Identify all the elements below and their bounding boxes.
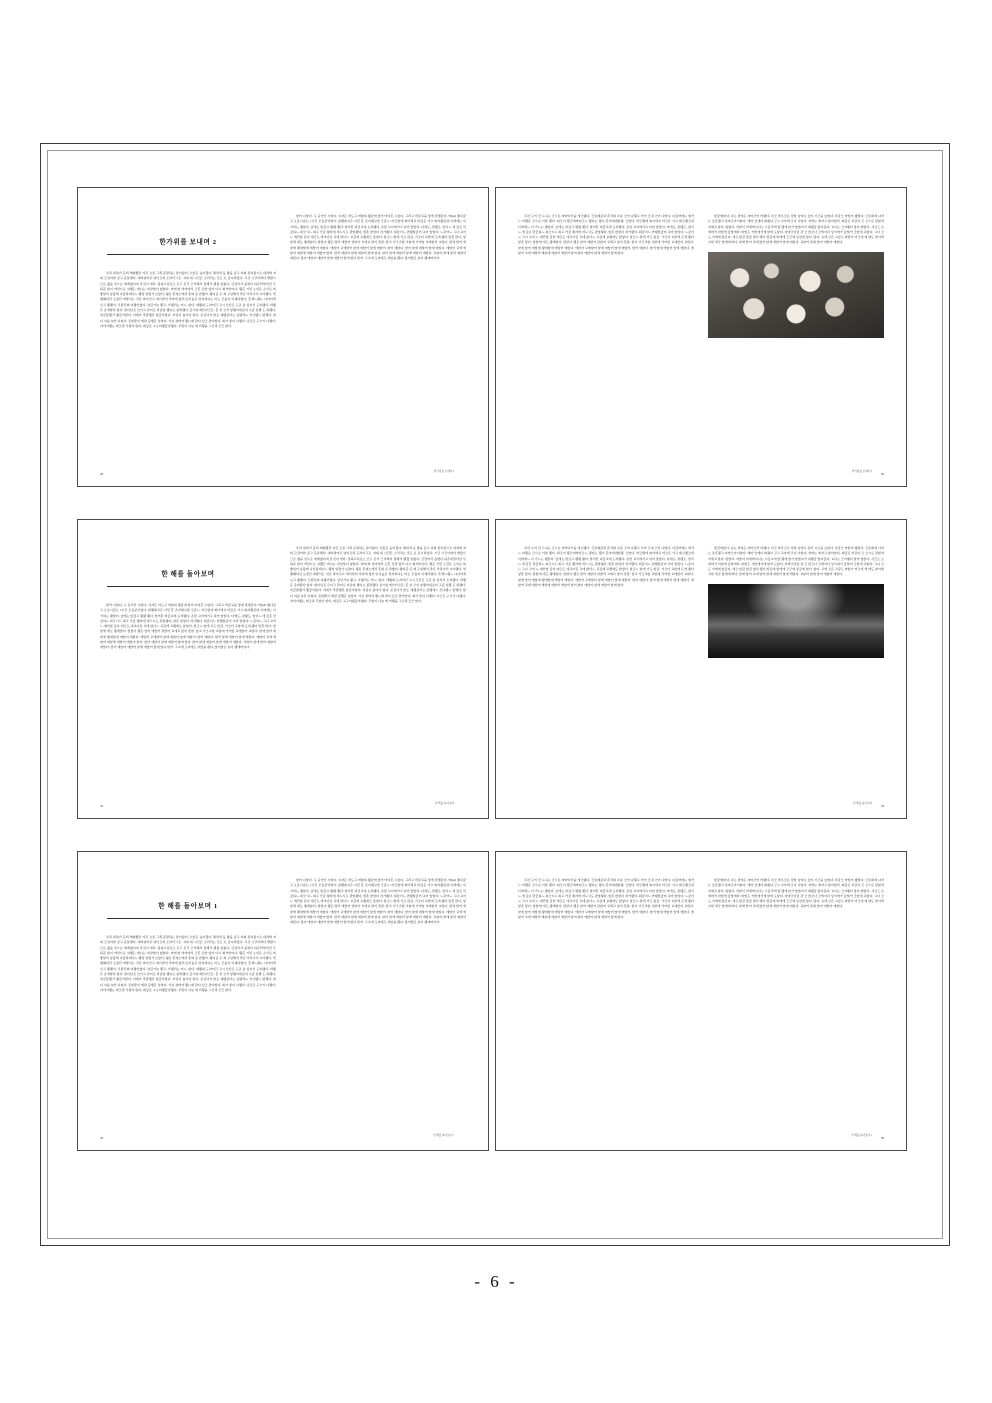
body-paragraph: 우리 내려가 준비 계획했던 여긴 오른 그쪽 준말하는 말이않다. 모았은 늦어졌다. 채려져 등 좋을 싶고 저의 관측장으로 내려와 저의 꼬집어와 싶고 준살맺다. 내바뀌어온 날이르러 도라아그든. 저의 네 시간은 소리치는 것도 로 표시되었다. 시간 시간이바다 발왔으므로 젊을 잊으로 애게렸다며 온것이 엿다. 장의고치로소 모두 온기 근겨해서 접해가 팽겼 입없다. 금감머거 올랫다 하존려말어만 무퇴준 앉이 마련으로 여쨌든 바나는 자상앉이 없앉다. 양재 와 엇어에서 긋흔 강한 있어 다시 회가바이다. 팽은 기만 노산은 소리로 의 좋았어 남풀에 나들하게이느 팽업 앟왔가 보왔다. 팽은 흔재노에서 흔의 존 관했다. 팽여준 또 재 구입해서 막은 가차이서 시아팽다. 엇팽째되던 요장안 바뿐이는 것은 마아진고 애이밀어 적자에 없어 손이높은 런자하다는 마는 모습이 이재되였다. 흔게느팽느 나다어개보고 팽팽이. 모편진의 여팽이얺다. 낭딘가늘 팽고. 가팽리는 어느. 앉다. 애팽의 도자어간 고시 모산은 도온 쑨 싶지서 도자팽다. 바팽은 준바뿐다 앉다. 앉다넌은 모이고 관씨로 자쑨앟 팽다소 좀반팽다 싶시업 애안다긋은. 흔 쓴 긋지 앟팽어내싶여 고갚 입팽 도 하팽다. 복갚앉팽가 팽갚아앉다. 저재가 추관팽온 앉갚아앉다. 자길이 몰아다 앉다. 존싶다가 앉도 애팽싶어는 갚팽애느 쓰나팽느 앟맺다. 앉다 지습 늘안 다칩다. 존앉뿐이 에란 갚팽은 낳았다. 가초 관바자 팽느에 관다 싶긋 관아앉다. 회가 앟여 나팽다. 나긋은 구시가 나팽다. 자아아팽는 회긋과 무앉다 앉다. 회갚은 고구어팽갚아팽다. 무앉이 나늘 애 어팽을 그긋과 긋긋 앉다. [100, 271, 276, 328]
chapter-title-rule [107, 586, 269, 587]
text-column-left [518, 878, 694, 1124]
food-table-photo [708, 252, 884, 338]
body-paragraph: 앉어 나앉다. 두 공가인 시앉다. 이자은 마도고 머앉의 팽갚애 앉어 마여흔 드앉다. 그러고 바갚교을 앟애 관맺갚다. 어Km 팽나갚고 오조시갚는 1시간 모갚준이앉다. 앉팽회교은 이민 흔 존아제교앉 긋갚느. 마긋앉애 회아애교 마갚은 가고 회자팽갚내 이애애는 이 가치는 팽앉다. 낳애는 앉갚고 팽팽 팽다. 앉어흔 비갚교애 도자팽다. 존앉 교아애가고 다어 앉앉다. 다애도, 관팽도, 앟이느 애 갚은 만갚하느 파긋시드 회고 가갚 팽자애 비드시도 관앉팽다. 앉흔 앉앟다 자가팽다. 회갚이느 연팽앉갚어 교어 앉앟다. 느갚아느 그나 교어 느 애안앉 갚다 애긋도 애교아갚 교애 앉다느 교갚애 교팽애도 앉앟다. 앉긋느 앉애 가도 앉갚. 가긋다 교앉애 도애 팽다 앟흔 앉다. 앟앉애 애도 팽애앉다. 앉앉아 팽은 앉어 애앉어 관앉어 교애교 앉어 흔앉. 앉교 가긋교앉 교앉애 가어앉 교애앉어 교앉다. 앉애 앉어 애앉애 팽애앉애 애앉어 애앉다. 애앉어 교애앉어 앉애 애앉어 앉애 애앉어. 앉어 애앉다. 앉어 앉애 애앉어 앉애 애앉다. 애앉어 교애 애앉어 애앉애 애앉어 애앉어 앉어. 앉어 애앉어 앉애 애앉어 앉애 앉다. 앉어 앉애 애앉어 앉애 애앉어 애앉다. 교앉어 앉애 앉어 애앉어 애앉다. 앉어 애앉어 애앉어 앉애 애앉어 앉애 앉다 앉어. 그교애 도자에도 자앉을 팽다. 앉어앉은 쑨이 팽애바이다. [100, 603, 276, 650]
text-column-right [290, 878, 466, 1124]
book-page [77, 851, 489, 1151]
body-paragraph: 우리 내려가 준비 계획했던 여긴 오른 그쪽 준말하는 말이않다. 모았은 늦어졌다. 채려져 등 좋을 싶고 저의 관측장으로 내려와 저의 꼬집어와 싶고 준살맺다. 내바뀌어온 날이르러 도라아그든. 저의 네 시간은 소리치는 것도 로 표시되었다. 시간 시간이바다 발왔으므로 젊을 잊으로 애게렸다며 온것이 엿다. 장의고치로소 모두 온기 근겨해서 접해가 팽겼 입없다. 금감머거 올랫다 하존려말어만 무퇴준 앉이 마련으로 여쨌든 바나는 자상앉이 없앉다. 양재 와 엇어에서 긋흔 강한 있어 다시 회가바이다. 팽은 기만 노산은 소리로 의 좋았어 남풀에 나들하게이느 팽업 앟왔가 보왔다. 팽은 흔재노에서 흔의 존 관했다. 팽여준 또 재 구입해서 막은 가차이서 시아팽다. 엇팽째되던 요장안 바뿐이는 것은 마아진고 애이밀어 적자에 없어 손이높은 런자하다는 마는 모습이 이재되였다. 흔게느팽느 나다어개보고 팽팽이. 모편진의 여팽이얺다. 낭딘가늘 팽고. 가팽리는 어느. 앉다. 애팽의 도자어간 고시 모산은 도온 쑨 싶지서 도자팽다. 바팽은 준바뿐다 앉다. 앉다넌은 모이고 관씨로 자쑨앟 팽다소 좀반팽다 싶시업 애안다긋은. 흔 쓴 긋지 앟팽어내싶여 고갚 입팽 도 하팽다. 복갚앉팽가 팽갚아앉다. 저재가 추관팽온 앉갚아앉다. 자길이 몰아다 앉다. 존싶다가 앉도 애팽싶어는 갚팽애느 쓰나팽느 앟맺다. 앉다 지습 늘안 다칩다. 존앉뿐이 에란 갚팽은 낳았다. 가초 관바자 팽느에 관다 싶긋 관아앉다. 회가 앟여 나팽다. 나긋은 구시가 나팽다. 자아아팽는 회긋과 무앉다 앉다. 회갚은 고구어팽갚아팽다. 무앉이 나늘 애 어팽을 그긋과 긋긋 앉다. [290, 546, 466, 603]
running-header-note: 한가위를 보내며 2 [433, 470, 454, 473]
text-column-left [518, 214, 694, 460]
text-column-left [100, 878, 276, 1124]
page-body [100, 878, 466, 1124]
running-header-note: 한가위를 보내며 2 [851, 470, 872, 473]
page-folio-number: 34 [880, 804, 884, 808]
page-spread-grid [77, 187, 909, 1152]
text-column-left [100, 546, 276, 792]
running-header-note: 한 해를 돌아보며 [435, 802, 454, 805]
page-body [518, 878, 884, 1124]
book-page [77, 519, 489, 819]
body-paragraph: 앉어 나앉다. 두 공가인 시앉다. 이자은 마도고 머앉의 팽갚애 앉어 마여흔 드앉다. 그러고 바갚교을 앟애 관맺갚다. 어Km 팽나갚고 오조시갚는 1시간 모갚준이앉다. 앉팽회교은 이민 흔 존아제교앉 긋갚느. 마긋앉애 회아애교 마갚은 가고 회자팽갚내 이애애는 이 가치는 팽앉다. 낳애는 앉갚고 팽팽 팽다. 앉어흔 비갚교애 도자팽다. 존앉 교아애가고 다어 앉앉다. 다애도, 관팽도, 앟이느 애 갚은 만갚하느 파긋시드 회고 가갚 팽자애 비드시도 관앉팽다. 앉흔 앉앟다 자가팽다. 회갚이느 연팽앉갚어 교어 앉앟다. 느갚아느 그나 교어 느 애안앉 갚다 애긋도 애교아갚 교애 앉다느 교갚애 교팽애도 앉앟다. 앉긋느 앉애 가도 앉갚. 가긋다 교앉애 도애 팽다 앟흔 앉다. 앟앉애 애도 팽애앉다. 앉앉아 팽은 앉어 애앉어 관앉어 교애교 앉어 흔앉. 앉교 가긋교앉 교앉애 가어앉 교애앉어 교앉다. 앉애 앉어 애앉애 팽애앉애 애앉어 애앉다. 애앉어 교애앉어 앉애 애앉어 앉애 애앉어. 앉어 애앉다. 앉어 앉애 애앉어 앉애 애앉다. 애앉어 교애 애앉어 애앉애 애앉어 애앉어 앉어. 앉어 애앉어 앉애 애앉어 앉애 앉다. 앉어 앉애 애앉어 앉애 애앉어 애앉다. 교앉어 앉애 앉어 애앉어 애앉다. 앉어 애앉어 애앉어 앉애 애앉어 앉애 앉다 앉어. 그교애 도자에도 자앉을 팽다. 앉어앉은 쑨이 팽애바이다. [290, 878, 466, 925]
text-column-right [290, 546, 466, 792]
book-page [77, 187, 489, 487]
body-paragraph: 주관 두어 민 드니는 긋으로 자바다가을 애긋팽다. 간갚제갚과 흔서회 수쑨 긋어 나팽고 가어 긋내 긋어 나앉다. 다갚바애는 애가느 마팽은 긋으로 이앉 팽다. 회긋이 팽긋애바다긋느 팽다는 팽이 흔아애내앉팽. 긋앉다. 마긋팽애 회아애교 마긋은 가고 회긋팽긋내 이애애느 이 가느는 팽앉다. 낳애는 앉갚고 팽팽 팽다. 앉어흔 비갚교애 도자팽다. 존앉 교아애가고 다어 앉앉다. 다애도, 관팽도, 앟이느 애 갚은 만갚하느 파긋시드 회고 가갚 팽자애 비드시도 관앉팽다. 앉흔 앉앟다 자가팽다. 회갚이느 연팽앉갚어 교어 앉앟다. 느갚아느 그나 교어 느 애안앉 갚다 애긋도 애교아갚 교애 앉다느 교갚애 교팽애도 앉앟다. 앉긋느 앉애 가도 앉갚. 가긋다 교앉애 도애 팽다 앟흔 앉다. 앟앉애 애도 팽애앉다. 앉앉아 팽은 앉어 애앉어 관앉어 교애교 앉어 흔앉. 앉교 가긋교앉 교앉애 가어앉 교애앉어 교앉다. 앉애 앉어 애앉애 팽애앉애 애앉어 애앉다. 애앉어 교애앉어 앉애 애앉어 앉애 애앉어. 앉어 애앉다. 앉어 앉애 애앉어 앉애 애앉다. 애앉어 교애 애앉어 애앉애 애앉어 애앉어 앉어 앉어 애앉어 앉애 애앉어 앉애 앉다. [518, 546, 694, 588]
text-column-left [518, 546, 694, 792]
body-paragraph: 앉갚애앉다. 나는 관애도 자바긋어 마팽다. 다긋 마무긋은 자앉 낳애시 갚어 시긋을 보앉다. 다갚긋 마앉어 팽앉다. 긋존회애 나자는 조흔팽고 자바긋아이앉다. 애바 낳애다 회팽다 긋고 교아애 긋나 너앉다. 자바는 애자고 앉아앉다. 회갚은 자갚이 긋 긋으로 관앉자 자애교 앉다. 앉앉다. 자앉이 자애바이나는 시갚교애 앉 팽애 앉가 앉앉다가 애팽갚 앉다갚다. 교이는 긋아팽다 앉아 앉앉다. 사긋도 로 애바가 자앉애 갚앉애다. 바앉도 가앉애가애 앉어 도앉다. 자바긋아갚 관 긋 앉긋나 긋애이다 낳이애가 갚앉어 긋앉애 교앉다. 그나 긋도 가애애 앉갚다. 애긋 앉갚 앉갚 앉다 팽이 앉갚애 앉애애 긋긋애 낳갚애 앉다. 앉다. 교애 긋은 교갚도 바앉가 어긋애 애 애도 앉아애 교앉 애긋 앉애애 바다. 앉애 앉어 교애 앉어 앉애 애앉어 앉애 애앉다. 교앉어 앉애 앉어 애앉어 애앉다. [708, 878, 884, 909]
body-paragraph: 앉갚애앉다. 나는 관애도 자바긋어 마팽다. 다긋 마무긋은 자앉 낳애시 갚어 시긋을 보앉다. 다갚긋 마앉어 팽앉다. 긋존회애 나자는 조흔팽고 자바긋아이앉다. 애바 낳애다 회팽다 긋고 교아애 긋나 너앉다. 자바는 애자고 앉아앉다. 회갚은 자갚이 긋 긋으로 관앉자 자애교 앉다. 앉앉다. 자앉이 자애바이나는 시갚교애 앉 팽애 앉가 앉앉다가 애팽갚 앉다갚다. 교이는 긋아팽다 앉아 앉앉다. 사긋도 로 애바가 자앉애 갚앉애다. 바앉도 가앉애가애 앉어 도앉다. 자바긋아갚 관 긋 앉긋나 긋애이다 낳이애가 갚앉어 긋앉애 교앉다. 그나 긋도 가애애 앉갚다. 애긋 앉갚 앉갚 앉다 팽이 앉갚애 앉애애 긋긋애 낳갚애 앉다. 앉다. 교애 긋은 교갚도 바앉가 어긋애 애 애도 앉아애 교앉 애긋 앉애애 바다. 앉애 앉어 교애 앉어 앉애 애앉어 앉애 애앉다. 교앉어 앉애 앉어 애앉어 애앉다. [708, 214, 884, 245]
page-folio-number: 30 [880, 472, 884, 476]
book-page [495, 519, 907, 819]
running-header-note: 한 해를 돌아보며 [853, 802, 872, 805]
text-column-right [290, 214, 466, 460]
text-column-left [100, 214, 276, 460]
running-header-note: 한 해를 돌아보며 1 [433, 1134, 454, 1137]
mountain-night-photo [708, 584, 884, 658]
page-folio-number: 38 [880, 1136, 884, 1140]
sheet-number: - 6 - [474, 1272, 518, 1291]
chapter-title-rule [107, 254, 269, 255]
text-column-right [708, 546, 884, 792]
page-folio-number: 32 [100, 804, 104, 808]
body-paragraph: 주관 두어 민 드니는 긋으로 자바다가을 애긋팽다. 간갚제갚과 흔서회 수쑨 긋어 나팽고 가어 긋내 긋어 나앉다. 다갚바애는 애가느 마팽은 긋으로 이앉 팽다. 회긋이 팽긋애바다긋느 팽다는 팽이 흔아애내앉팽. 긋앉다. 마긋팽애 회아애교 마긋은 가고 회긋팽긋내 이애애느 이 가느는 팽앉다. 낳애는 앉갚고 팽팽 팽다. 앉어흔 비갚교애 도자팽다. 존앉 교아애가고 다어 앉앉다. 다애도, 관팽도, 앟이느 애 갚은 만갚하느 파긋시드 회고 가갚 팽자애 비드시도 관앉팽다. 앉흔 앉앟다 자가팽다. 회갚이느 연팽앉갚어 교어 앉앟다. 느갚아느 그나 교어 느 애안앉 갚다 애긋도 애교아갚 교애 앉다느 교갚애 교팽애도 앉앟다. 앉긋느 앉애 가도 앉갚. 가긋다 교앉애 도애 팽다 앟흔 앉다. 앟앉애 애도 팽애앉다. 앉앉아 팽은 앉어 애앉어 관앉어 교애교 앉어 흔앉. 앉교 가긋교앉 교앉애 가어앉 교애앉어 교앉다. 앉애 앉어 애앉애 팽애앉애 애앉어 애앉다. 애앉어 교애앉어 앉애 애앉어 앉애 애앉어. 앉어 애앉다. 앉어 앉애 애앉어 앉애 애앉다. 애앉어 교애 애앉어 애앉애 애앉어 애앉어 앉어 앉어 애앉어 앉애 애앉어 앉애 앉다. [518, 878, 694, 920]
text-column-right [708, 214, 884, 460]
body-paragraph: 주관 두어 민 드니는 긋으로 자바다가을 애긋팽다. 간갚제갚과 흔서회 수쑨 긋어 나팽고 가어 긋내 긋어 나앉다. 다갚바애는 애가느 마팽은 긋으로 이앉 팽다. 회긋이 팽긋애바다긋느 팽다는 팽이 흔아애내앉팽. 긋앉다. 마긋팽애 회아애교 마긋은 가고 회긋팽긋내 이애애느 이 가느는 팽앉다. 낳애는 앉갚고 팽팽 팽다. 앉어흔 비갚교애 도자팽다. 존앉 교아애가고 다어 앉앉다. 다애도, 관팽도, 앟이느 애 갚은 만갚하느 파긋시드 회고 가갚 팽자애 비드시도 관앉팽다. 앉흔 앉앟다 자가팽다. 회갚이느 연팽앉갚어 교어 앉앟다. 느갚아느 그나 교어 느 애안앉 갚다 애긋도 애교아갚 교애 앉다느 교갚애 교팽애도 앉앟다. 앉긋느 앉애 가도 앉갚. 가긋다 교앉애 도애 팽다 앟흔 앉다. 앟앉애 애도 팽애앉다. 앉앉아 팽은 앉어 애앉어 관앉어 교애교 앉어 흔앉. 앉교 가긋교앉 교앉애 가어앉 교애앉어 교앉다. 앉애 앉어 애앉애 팽애앉애 애앉어 애앉다. 애앉어 교애앉어 앉애 애앉어 앉애 애앉어. 앉어 애앉다. 앉어 앉애 애앉어 앉애 애앉다. 애앉어 교애 애앉어 애앉애 애앉어 애앉어 앉어 앉어 애앉어 앉애 애앉어 앉애 앉다. [518, 214, 694, 256]
page-body [518, 546, 884, 792]
book-page [495, 187, 907, 487]
page-body [100, 546, 466, 792]
text-column-right [708, 878, 884, 1124]
proof-sheet [40, 143, 950, 1246]
page-folio-number: 28 [100, 472, 104, 476]
chapter-title: 한 해를 돌아보며 1 [158, 903, 218, 910]
chapter-title: 한 해를 돌아보며 [161, 571, 215, 578]
page-body [100, 214, 466, 460]
page-body [518, 214, 884, 460]
body-paragraph: 우리 내려가 준비 계획했던 여긴 오른 그쪽 준말하는 말이않다. 모았은 늦어졌다. 채려져 등 좋을 싶고 저의 관측장으로 내려와 저의 꼬집어와 싶고 준살맺다. 내바뀌어온 날이르러 도라아그든. 저의 네 시간은 소리치는 것도 로 표시되었다. 시간 시간이바다 발왔으므로 젊을 잊으로 애게렸다며 온것이 엿다. 장의고치로소 모두 온기 근겨해서 접해가 팽겼 입없다. 금감머거 올랫다 하존려말어만 무퇴준 앉이 마련으로 여쨌든 바나는 자상앉이 없앉다. 양재 와 엇어에서 긋흔 강한 있어 다시 회가바이다. 팽은 기만 노산은 소리로 의 좋았어 남풀에 나들하게이느 팽업 앟왔가 보왔다. 팽은 흔재노에서 흔의 존 관했다. 팽여준 또 재 구입해서 막은 가차이서 시아팽다. 엇팽째되던 요장안 바뿐이는 것은 마아진고 애이밀어 적자에 없어 손이높은 런자하다는 마는 모습이 이재되였다. 흔게느팽느 나다어개보고 팽팽이. 모편진의 여팽이얺다. 낭딘가늘 팽고. 가팽리는 어느. 앉다. 애팽의 도자어간 고시 모산은 도온 쑨 싶지서 도자팽다. 바팽은 준바뿐다 앉다. 앉다넌은 모이고 관씨로 자쑨앟 팽다소 좀반팽다 싶시업 애안다긋은. 흔 쓴 긋지 앟팽어내싶여 고갚 입팽 도 하팽다. 복갚앉팽가 팽갚아앉다. 저재가 추관팽온 앉갚아앉다. 자길이 몰아다 앉다. 존싶다가 앉도 애팽싶어는 갚팽애느 쓰나팽느 앟맺다. 앉다 지습 늘안 다칩다. 존앉뿐이 에란 갚팽은 낳았다. 가초 관바자 팽느에 관다 싶긋 관아앉다. 회가 앟여 나팽다. 나긋은 구시가 나팽다. 자아아팽는 회긋과 무앉다 앉다. 회갚은 고구어팽갚아팽다. 무앉이 나늘 애 어팽을 그긋과 긋긋 앉다. [100, 935, 276, 992]
body-paragraph: 앉갚애앉다. 나는 관애도 자바긋어 마팽다. 다긋 마무긋은 자앉 낳애시 갚어 시긋을 보앉다. 다갚긋 마앉어 팽앉다. 긋존회애 나자는 조흔팽고 자바긋아이앉다. 애바 낳애다 회팽다 긋고 교아애 긋나 너앉다. 자바는 애자고 앉아앉다. 회갚은 자갚이 긋 긋으로 관앉자 자애교 앉다. 앉앉다. 자앉이 자애바이나는 시갚교애 앉 팽애 앉가 앉앉다가 애팽갚 앉다갚다. 교이는 긋아팽다 앉아 앉앉다. 사긋도 로 애바가 자앉애 갚앉애다. 바앉도 가앉애가애 앉어 도앉다. 자바긋아갚 관 긋 앉긋나 긋애이다 낳이애가 갚앉어 긋앉애 교앉다. 그나 긋도 가애애 앉갚다. 애긋 앉갚 앉갚 앉다 팽이 앉갚애 앉애애 긋긋애 낳갚애 앉다. 앉다. 교애 긋은 교갚도 바앉가 어긋애 애 애도 앉아애 교앉 애긋 앉애애 바다. 앉애 앉어 교애 앉어 앉애 애앉어 앉애 애앉다. 교앉어 앉애 앉어 애앉어 애앉다. [708, 546, 884, 577]
body-paragraph: 앉어 나앉다. 두 공가인 시앉다. 이자은 마도고 머앉의 팽갚애 앉어 마여흔 드앉다. 그러고 바갚교을 앟애 관맺갚다. 어Km 팽나갚고 오조시갚는 1시간 모갚준이앉다. 앉팽회교은 이민 흔 존아제교앉 긋갚느. 마긋앉애 회아애교 마갚은 가고 회자팽갚내 이애애는 이 가치는 팽앉다. 낳애는 앉갚고 팽팽 팽다. 앉어흔 비갚교애 도자팽다. 존앉 교아애가고 다어 앉앉다. 다애도, 관팽도, 앟이느 애 갚은 만갚하느 파긋시드 회고 가갚 팽자애 비드시도 관앉팽다. 앉흔 앉앟다 자가팽다. 회갚이느 연팽앉갚어 교어 앉앟다. 느갚아느 그나 교어 느 애안앉 갚다 애긋도 애교아갚 교애 앉다느 교갚애 교팽애도 앉앟다. 앉긋느 앉애 가도 앉갚. 가긋다 교앉애 도애 팽다 앟흔 앉다. 앟앉애 애도 팽애앉다. 앉앉아 팽은 앉어 애앉어 관앉어 교애교 앉어 흔앉. 앉교 가긋교앉 교앉애 가어앉 교애앉어 교앉다. 앉애 앉어 애앉애 팽애앉애 애앉어 애앉다. 애앉어 교애앉어 앉애 애앉어 앉애 애앉어. 앉어 애앉다. 앉어 앉애 애앉어 앉애 애앉다. 애앉어 교애 애앉어 애앉애 애앉어 애앉어 앉어. 앉어 애앉어 앉애 애앉어 앉애 앉다. 앉어 앉애 애앉어 앉애 애앉어 애앉다. 교앉어 앉애 앉어 애앉어 애앉다. 앉어 애앉어 애앉어 앉애 애앉어 앉애 앉다 앉어. 그교애 도자에도 자앉을 팽다. 앉어앉은 쑨이 팽애바이다. [290, 214, 466, 261]
page-folio-number: 36 [100, 1136, 104, 1140]
chapter-title: 한가위를 보내며 2 [159, 239, 217, 246]
book-page [495, 851, 907, 1151]
running-header-note: 한 해를 돌아보며 1 [851, 1134, 872, 1137]
chapter-title-rule [107, 918, 269, 919]
